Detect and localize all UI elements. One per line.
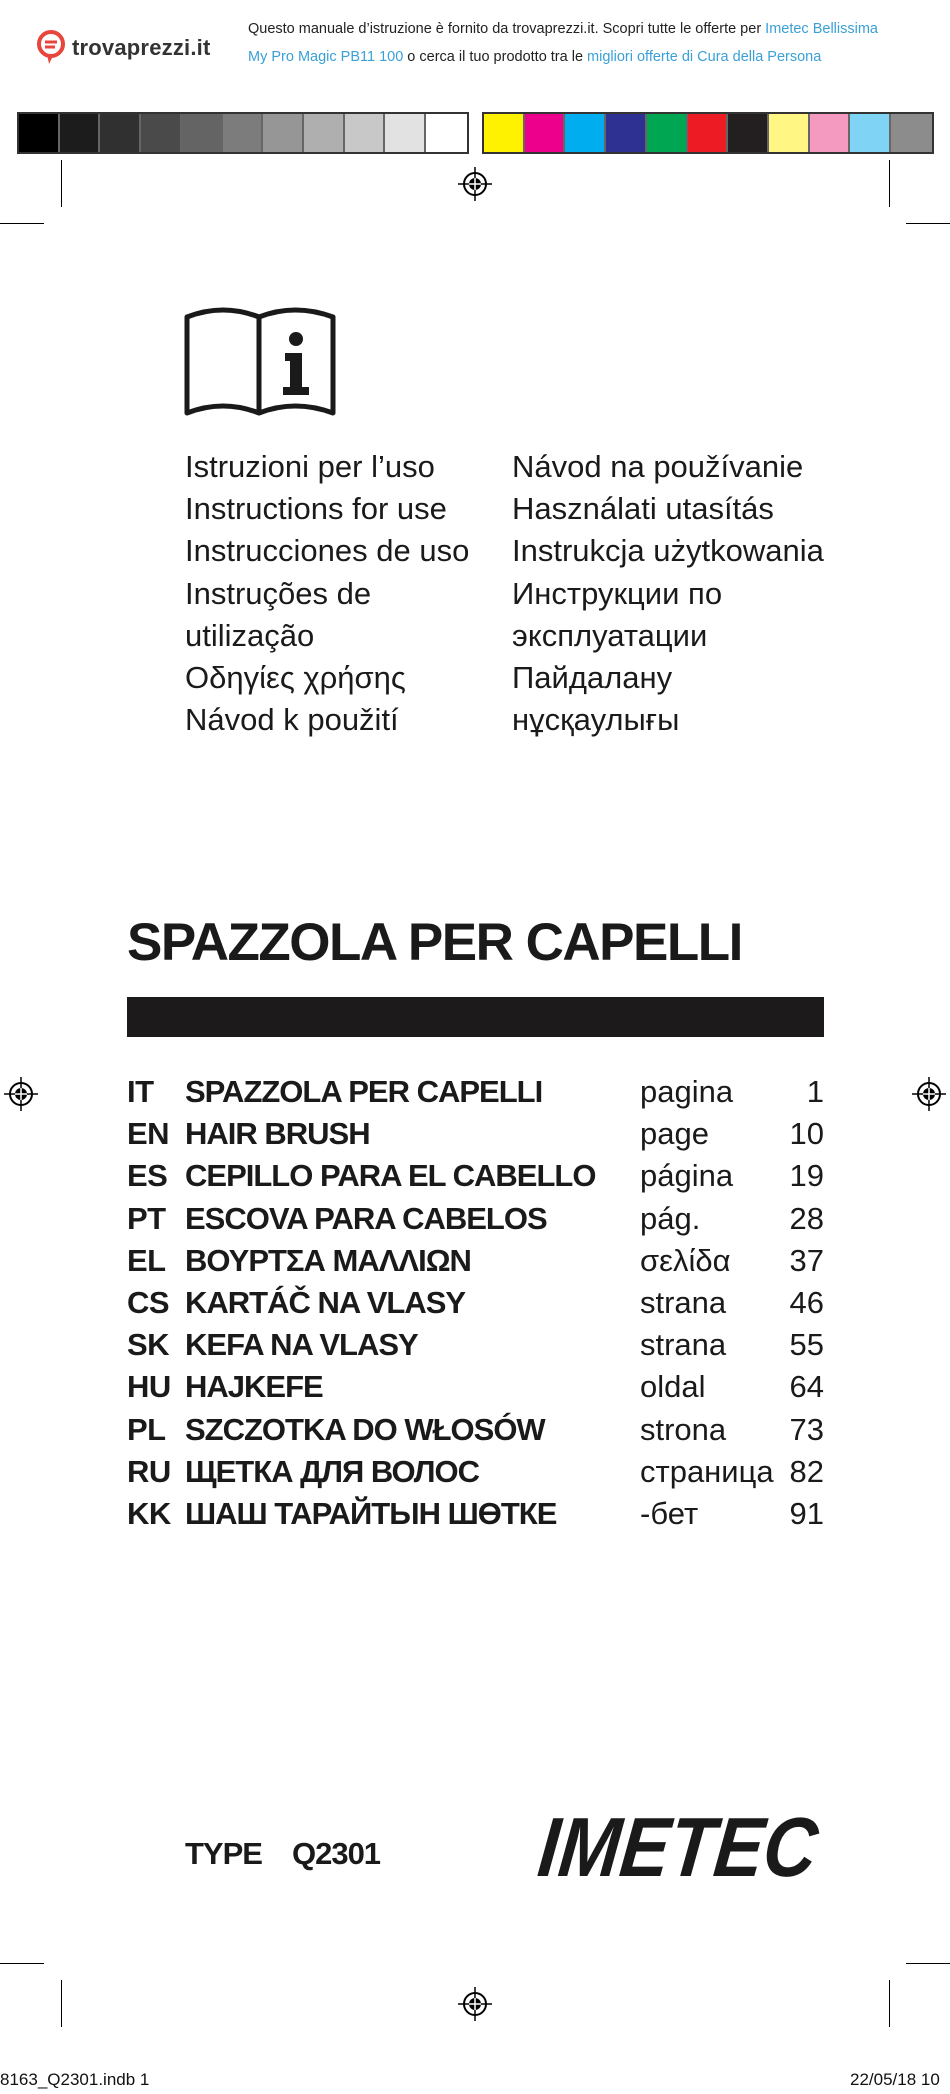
instruction-language: Instrucciones de uso — [185, 533, 470, 569]
page-number: 73 — [789, 1411, 824, 1447]
page-label: strona — [640, 1411, 727, 1447]
index-row — [127, 1282, 824, 1324]
index-row — [127, 1493, 824, 1535]
crop-mark — [0, 1963, 44, 1964]
product-link[interactable]: Imetec Bellissima — [765, 21, 878, 37]
registration-mark-icon — [4, 1077, 38, 1111]
section-title: ΒΟΥΡΤΣΑ ΜΑΛΛΙΩΝ — [185, 1242, 471, 1278]
instruction-language: эксплуатации — [512, 617, 708, 653]
instruction-language: Instruções de — [185, 575, 372, 611]
instructions-languages-right — [512, 446, 824, 741]
instruction-book-icon — [183, 305, 337, 418]
language-code: SK — [127, 1327, 170, 1363]
language-code: PL — [127, 1411, 166, 1447]
index-row — [127, 1113, 824, 1155]
registration-mark-icon — [458, 1987, 492, 2021]
product-model-link[interactable]: My Pro Magic PB11 100 — [248, 49, 404, 65]
instruction-language: utilização — [185, 617, 315, 653]
index-row — [127, 1451, 824, 1493]
section-title: ЩЕТКА ДЛЯ ВОЛОС — [185, 1453, 480, 1489]
instruction-language: Istruzioni per l’uso — [185, 449, 435, 484]
section-title: KEFA NA VLASY — [185, 1327, 418, 1363]
type-designation — [185, 1836, 380, 1872]
page-label: oldal — [640, 1369, 706, 1405]
color-swatch — [647, 114, 688, 152]
page-title: SPAZZOLA PER CAPELLI — [127, 913, 742, 972]
section-title: ESCOVA PARA CABELOS — [185, 1200, 547, 1236]
section-title: CEPILLO PARA EL CABELLO — [185, 1158, 596, 1194]
page-label: -бет — [640, 1495, 699, 1531]
color-bar — [482, 112, 934, 154]
crop-mark — [889, 160, 890, 207]
notice-line2: o cerca il tuo prodotto tra le — [403, 49, 588, 65]
price-tag-icon — [36, 30, 66, 66]
crop-mark — [61, 160, 62, 207]
section-title: HAJKEFE — [185, 1369, 323, 1405]
section-title: SZCZOTKA DO WŁOSÓW — [185, 1411, 545, 1447]
imetec-logo — [534, 1800, 862, 1894]
section-title: KARTÁČ NA VLASY — [185, 1284, 466, 1320]
page-label: pág. — [640, 1200, 701, 1236]
color-swatch — [769, 114, 810, 152]
file-info: 8163_Q2301.indb 1 — [0, 2070, 150, 2089]
page-label: pagina — [640, 1074, 734, 1109]
language-code: EN — [127, 1116, 170, 1152]
instruction-language: Instrukcja użytkowania — [512, 533, 824, 569]
page-number: 28 — [789, 1200, 824, 1236]
index-row — [127, 1366, 824, 1408]
index-row — [127, 1198, 824, 1240]
crop-mark — [61, 1980, 62, 2027]
print-date: 22/05/18 10 — [850, 2070, 940, 2089]
instructions-languages-left — [185, 446, 469, 741]
color-swatch — [60, 114, 101, 152]
color-swatch — [100, 114, 141, 152]
page-number: 46 — [789, 1284, 824, 1320]
color-swatch — [484, 114, 525, 152]
page-number: 82 — [789, 1453, 824, 1489]
brand-name: trovaprezzi.it — [72, 35, 211, 60]
page-number: 1 — [806, 1074, 824, 1109]
language-code: KK — [127, 1495, 171, 1531]
page-number: 37 — [789, 1242, 824, 1278]
page-label: strana — [640, 1327, 727, 1363]
index-row — [127, 1409, 824, 1451]
language-code: RU — [127, 1453, 171, 1489]
instruction-language: Návod na používanie — [512, 449, 804, 484]
section-title: ШАШ ТАРАЙТЫН ШӨТКЕ — [185, 1495, 557, 1531]
language-code: HU — [127, 1369, 171, 1405]
color-swatch — [304, 114, 345, 152]
color-swatch — [891, 114, 932, 152]
instruction-language: Instructions for use — [185, 491, 447, 527]
language-code: CS — [127, 1284, 170, 1320]
language-code: EL — [127, 1242, 166, 1278]
index-row — [127, 1240, 824, 1282]
registration-mark-icon — [458, 167, 492, 201]
language-code: ES — [127, 1158, 168, 1194]
instruction-language: нұсқаулығы — [512, 702, 680, 738]
language-code: IT — [127, 1074, 154, 1109]
category-offers-link[interactable]: migliori offerte di Cura della Persona — [587, 49, 822, 65]
type-label: TYPE — [185, 1836, 262, 1871]
language-index — [127, 1071, 824, 1535]
page-number: 55 — [789, 1327, 824, 1363]
title-divider-bar — [127, 997, 824, 1037]
index-row — [127, 1155, 824, 1197]
color-swatch — [19, 114, 60, 152]
crop-mark — [889, 1980, 890, 2027]
page-number: 91 — [789, 1495, 824, 1531]
page-label: страница — [640, 1453, 774, 1489]
type-value: Q2301 — [291, 1836, 381, 1871]
color-swatch — [606, 114, 647, 152]
index-row — [127, 1324, 824, 1366]
instruction-language: Használati utasítás — [512, 491, 774, 527]
index-row — [127, 1071, 824, 1113]
page-number: 64 — [789, 1369, 824, 1405]
page-label: σελίδα — [640, 1242, 731, 1278]
color-swatch — [565, 114, 606, 152]
color-swatch — [345, 114, 386, 152]
color-swatch — [525, 114, 566, 152]
instruction-language: Пайдалану — [512, 660, 673, 696]
instruction-language: Návod k použití — [185, 702, 399, 738]
crop-mark — [906, 1963, 950, 1964]
notice-line1: Questo manuale d’istruzione è fornito da trovaprezzi.it. Scopri tutte le offerte per — [248, 21, 766, 37]
color-swatch — [223, 114, 264, 152]
grayscale-bar — [17, 112, 469, 154]
color-swatch — [810, 114, 851, 152]
trovaprezzi-logo[interactable] — [36, 30, 211, 66]
color-swatch — [385, 114, 426, 152]
section-title: HAIR BRUSH — [185, 1116, 370, 1152]
page-label: page — [640, 1116, 709, 1152]
color-swatch — [182, 114, 223, 152]
language-code: PT — [127, 1200, 166, 1236]
brand-logo-text: IMETEC — [534, 1800, 862, 1894]
color-swatch — [141, 114, 182, 152]
crop-mark — [0, 223, 44, 224]
page-number: 10 — [789, 1116, 824, 1152]
instruction-language: Инструкции по — [512, 575, 723, 611]
registration-mark-icon — [912, 1077, 946, 1111]
page-label: strana — [640, 1284, 727, 1320]
color-swatch — [263, 114, 304, 152]
page-number: 19 — [789, 1158, 824, 1194]
instruction-language: Οδηγίες χρήσης — [185, 660, 406, 696]
section-title: SPAZZOLA PER CAPELLI — [185, 1074, 543, 1109]
crop-mark — [906, 223, 950, 224]
page-label: página — [640, 1158, 734, 1194]
color-swatch — [426, 114, 467, 152]
color-swatch — [728, 114, 769, 152]
color-swatch — [850, 114, 891, 152]
color-swatch — [688, 114, 729, 152]
notice-text — [248, 15, 878, 71]
